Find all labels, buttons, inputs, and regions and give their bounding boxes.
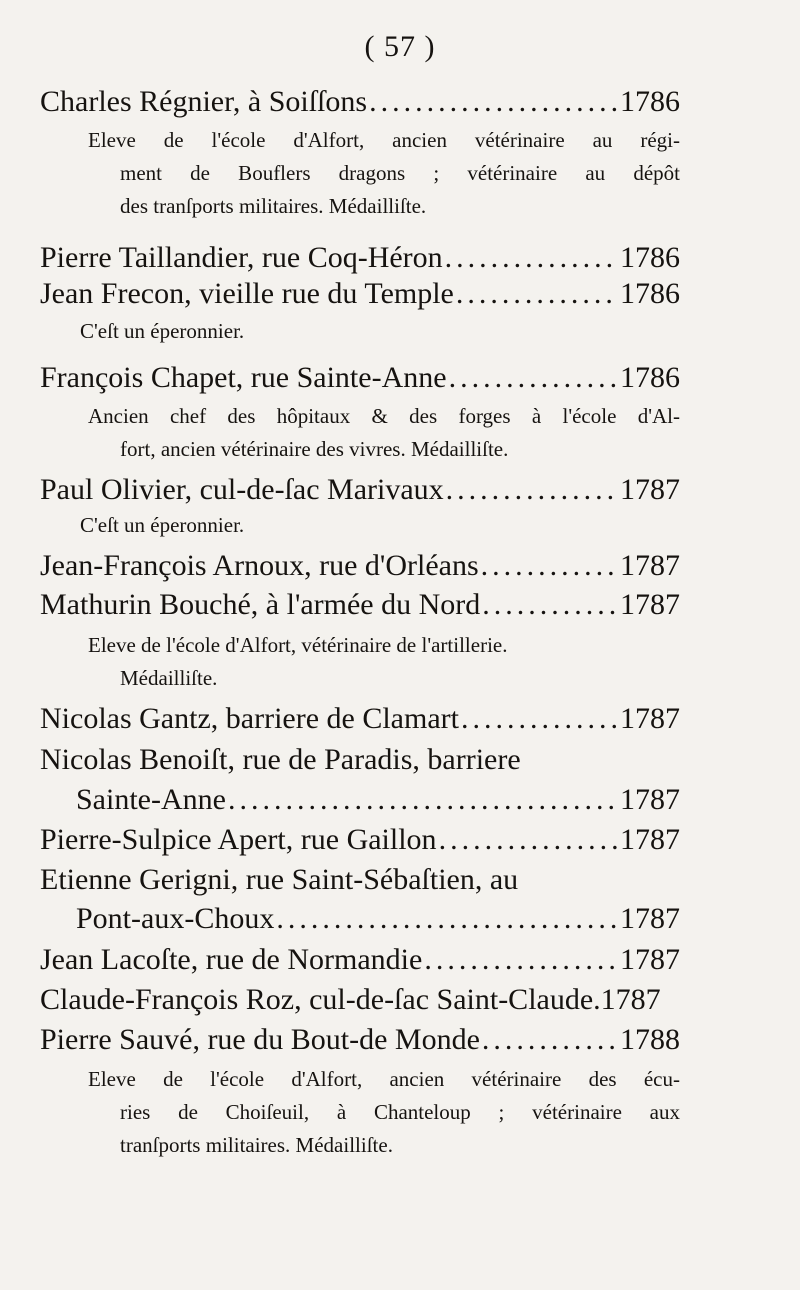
entry-heading-continuation [76, 899, 680, 939]
entry-name: Paul Olivier, cul-de-ſac Marivaux [40, 473, 444, 506]
entry-name: Mathurin Bouché, à l'armée du Nord [40, 588, 481, 621]
dot-leader [424, 940, 618, 980]
entry-note: des tranſports militaires. Médailliſte. [120, 194, 427, 218]
entry-note: fort, ancien vétérinaire des vivres. Médailliſte. [120, 437, 509, 461]
dot-leader [461, 699, 618, 739]
entry-heading [40, 1020, 680, 1060]
entry-year: 1787 [620, 588, 680, 621]
dot-leader [449, 358, 618, 398]
entry-name: Nicolas Benoiſt, rue de Paradis, barriere [40, 743, 521, 776]
entry-year: 1787 [620, 823, 680, 856]
dot-leader [481, 546, 618, 586]
entry-heading [40, 82, 680, 122]
entry-name-continuation: Pont-aux-Choux [76, 902, 275, 935]
entry-heading [40, 470, 680, 510]
entry-note: tranſports militaires. Médailliſte. [120, 1133, 393, 1157]
dot-leader [456, 274, 618, 314]
entry-year: 1788 [620, 1023, 680, 1056]
entry-note: ries de Choiſeuil, à Chanteloup ; vétérinaire aux [120, 1100, 680, 1124]
entry-note: C'eſt un éperonnier. [80, 319, 245, 343]
entry-heading [40, 699, 680, 739]
entry-heading [40, 820, 680, 860]
entry-year: 1787 [620, 549, 680, 582]
entry-name: François Chapet, rue Sainte-Anne [40, 361, 447, 394]
entry-year: 1787 [620, 473, 680, 506]
entry-note: Eleve de l'école d'Alfort, ancien vétérinaire des écu- [88, 1067, 680, 1091]
entry-heading [40, 980, 680, 1020]
entry-note: Eleve de l'école d'Alfort, vétérinaire de l'artillerie. [88, 633, 508, 657]
entry-name-continuation: Sainte-Anne [76, 783, 226, 816]
entry-heading [40, 358, 680, 398]
dot-leader [228, 780, 618, 820]
entry-note: Ancien chef des hôpitaux & des forges à l'école d'Al- [88, 404, 680, 428]
entry-year: 1787 [620, 783, 680, 816]
dot-leader [482, 1020, 618, 1060]
dot-leader [439, 820, 618, 860]
entry-year: 1786 [620, 85, 680, 118]
entry-year: 1787 [600, 983, 661, 1016]
entry-name: Etienne Gerigni, rue Saint-Sébaſtien, au [40, 863, 519, 896]
entry-year: 1787 [620, 943, 680, 976]
dot-leader [445, 238, 618, 278]
dot-leader [446, 470, 618, 510]
entry-name: Jean-François Arnoux, rue d'Orléans [40, 549, 479, 582]
entry-year: 1787 [620, 902, 680, 935]
page-number: ( 57 ) [364, 30, 436, 63]
entry-note: ment de Bouflers dragons ; vétérinaire au dépôt [120, 161, 680, 185]
entry-name: Nicolas Gantz, barriere de Clamart [40, 702, 459, 735]
entry-name: Pierre Taillandier, rue Coq-Héron [40, 241, 443, 274]
entry-name: Jean Lacoſte, rue de Normandie [40, 943, 423, 976]
entry-heading-continuation [76, 780, 680, 820]
entry-year: 1786 [620, 241, 680, 274]
entry-name: Pierre-Sulpice Apert, rue Gaillon [40, 823, 437, 856]
entry-note: Eleve de l'école d'Alfort, ancien vétérinaire au régi- [88, 128, 680, 152]
entry-year: 1787 [620, 702, 680, 735]
entry-heading [40, 585, 680, 625]
entry-heading [40, 274, 680, 314]
entry-heading [40, 238, 680, 278]
entry-name: Charles Régnier, à Soiſſons [40, 85, 368, 118]
dot-leader [369, 82, 618, 122]
entry-heading [40, 546, 680, 586]
entry-note: Médailliſte. [120, 666, 218, 690]
entry-heading [40, 940, 680, 980]
dot-leader [482, 585, 618, 625]
entry-year: 1786 [620, 277, 680, 310]
entry-name: Jean Frecon, vieille rue du Temple [40, 277, 454, 310]
entry-name: Claude-François Roz, cul-de-ſac Saint-Claude. [40, 983, 601, 1016]
entry-year: 1786 [620, 361, 680, 394]
dot-leader [276, 899, 618, 939]
entry-name: Pierre Sauvé, rue du Bout-de Monde [40, 1023, 480, 1056]
entry-note: C'eſt un éperonnier. [80, 513, 245, 537]
